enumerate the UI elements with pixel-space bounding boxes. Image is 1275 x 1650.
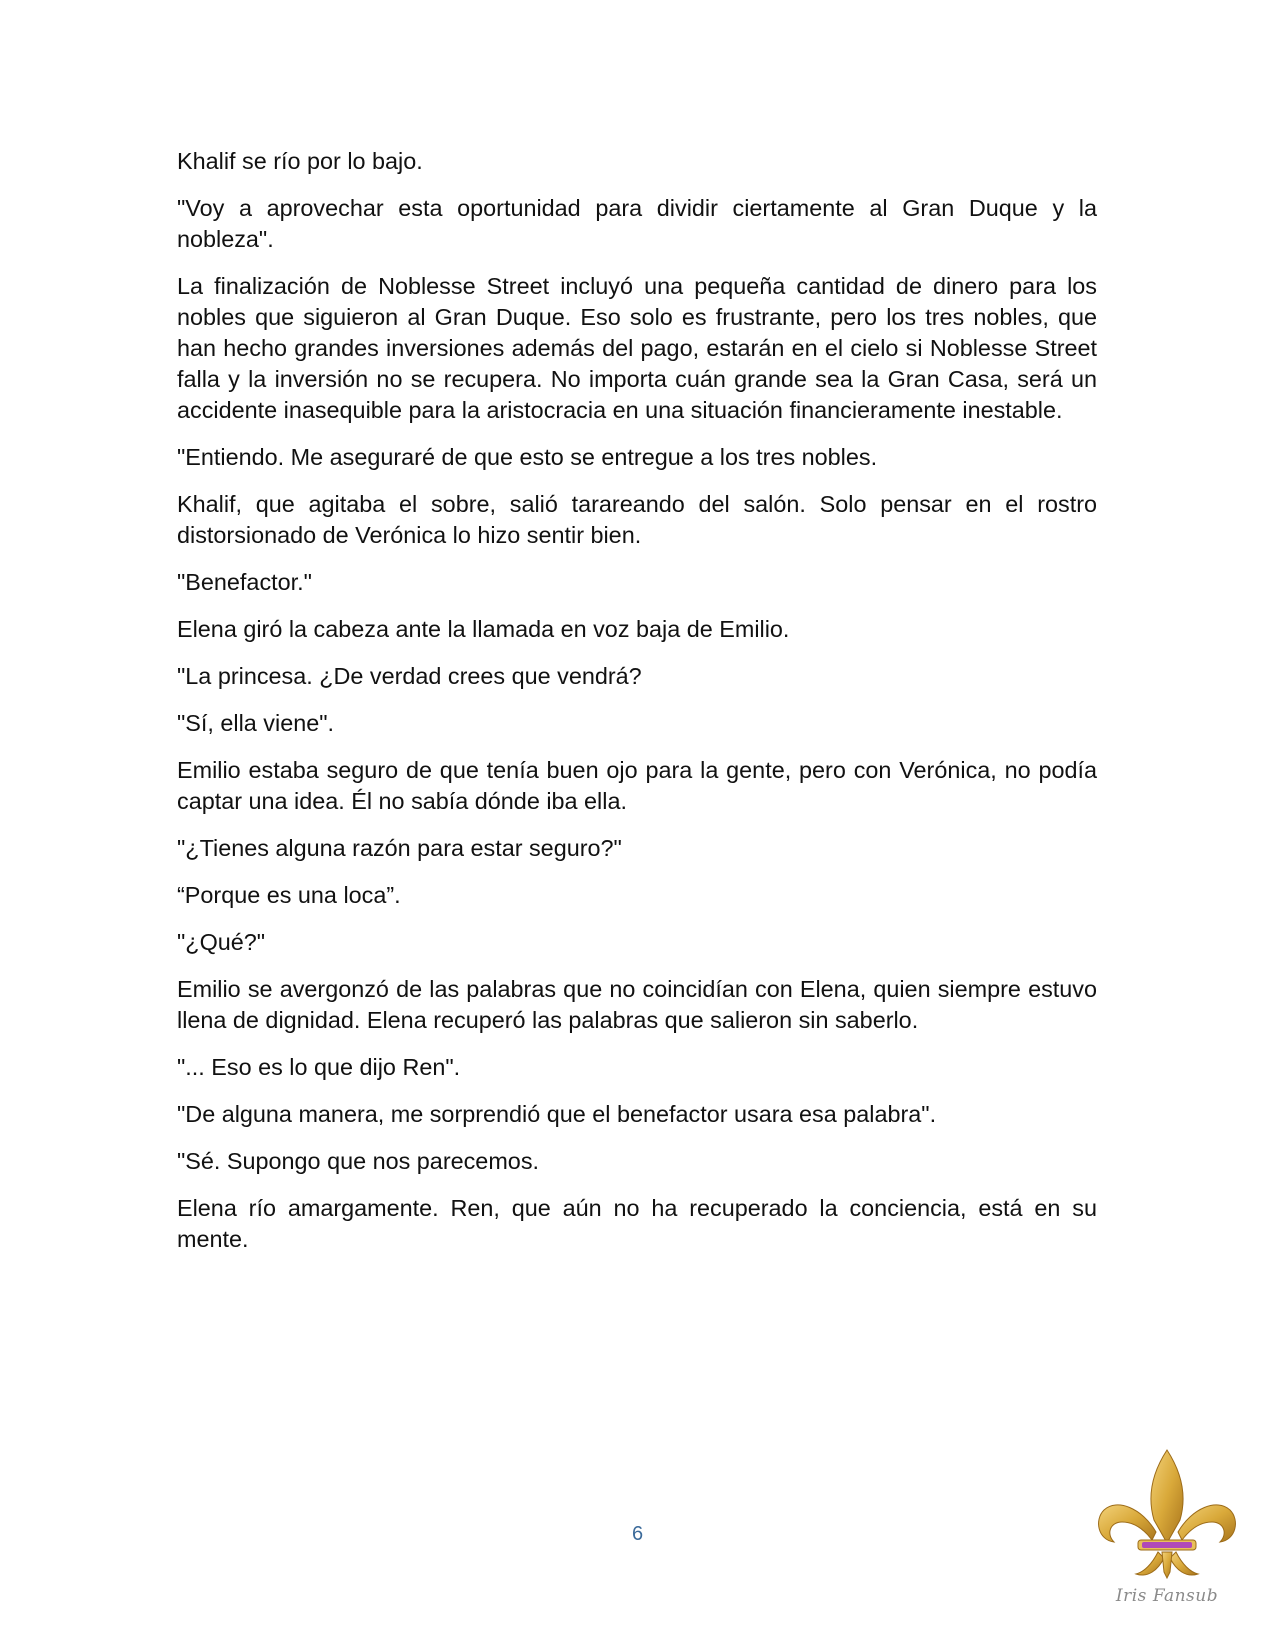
fleur-de-lis-icon bbox=[1092, 1448, 1242, 1588]
paragraph: "Sé. Supongo que nos parecemos. bbox=[177, 1148, 540, 1174]
paragraph: Khalif se río por lo bajo. bbox=[177, 148, 423, 174]
paragraph: “Porque es una loca”. bbox=[177, 882, 401, 908]
paragraph: Khalif, que agitaba el sobre, salió tarareando del salón. Solo pensar en el rostro distorsionado de Verónica lo hizo sentir bien. bbox=[177, 491, 1097, 548]
fansub-logo bbox=[1092, 1448, 1242, 1618]
paragraph: Emilio se avergonzó de las palabras que no coincidían con Elena, quien siempre estuvo llena de dignidad. Elena recuperó las palabras que salieron sin saberlo. bbox=[177, 976, 1097, 1033]
paragraph: Emilio estaba seguro de que tenía buen ojo para la gente, pero con Verónica, no podía captar una idea. Él no sabía dónde iba ella. bbox=[177, 757, 1097, 814]
paragraph: "¿Tienes alguna razón para estar seguro?" bbox=[177, 835, 622, 861]
paragraph: "Benefactor." bbox=[177, 569, 312, 595]
paragraph: "¿Qué?" bbox=[177, 929, 266, 955]
paragraph: "... Eso es lo que dijo Ren". bbox=[177, 1054, 461, 1080]
logo-text: Iris Fansub bbox=[1115, 1586, 1219, 1606]
paragraph: "La princesa. ¿De verdad crees que vendrá? bbox=[177, 663, 642, 689]
paragraph: Elena giró la cabeza ante la llamada en voz baja de Emilio. bbox=[177, 616, 790, 642]
paragraph: "Voy a aprovechar esta oportunidad para dividir ciertamente al Gran Duque y la nobleza". bbox=[177, 195, 1097, 252]
paragraph: "Entiendo. Me aseguraré de que esto se entregue a los tres nobles. bbox=[177, 444, 878, 470]
paragraph: La finalización de Noblesse Street incluyó una pequeña cantidad de dinero para los nobles que siguieron al Gran Duque. Eso solo es frustrante, pero los tres nobles, que han hecho grandes inversiones además del pago, estarán en el cielo si Noblesse Street falla y la inversión no se recupera. No importa cuán grande sea la Gran Casa, será un accidente inasequible para la aristocracia en una situación financieramente inestable. bbox=[177, 273, 1097, 423]
paragraph: Elena río amargamente. Ren, que aún no ha recuperado la conciencia, está en su mente. bbox=[177, 1195, 1097, 1252]
page-number: 6 bbox=[631, 1523, 644, 1545]
paragraph: "Sí, ella viene". bbox=[177, 710, 335, 736]
document-body bbox=[177, 146, 1097, 1271]
paragraph: "De alguna manera, me sorprendió que el benefactor usara esa palabra". bbox=[177, 1101, 937, 1127]
